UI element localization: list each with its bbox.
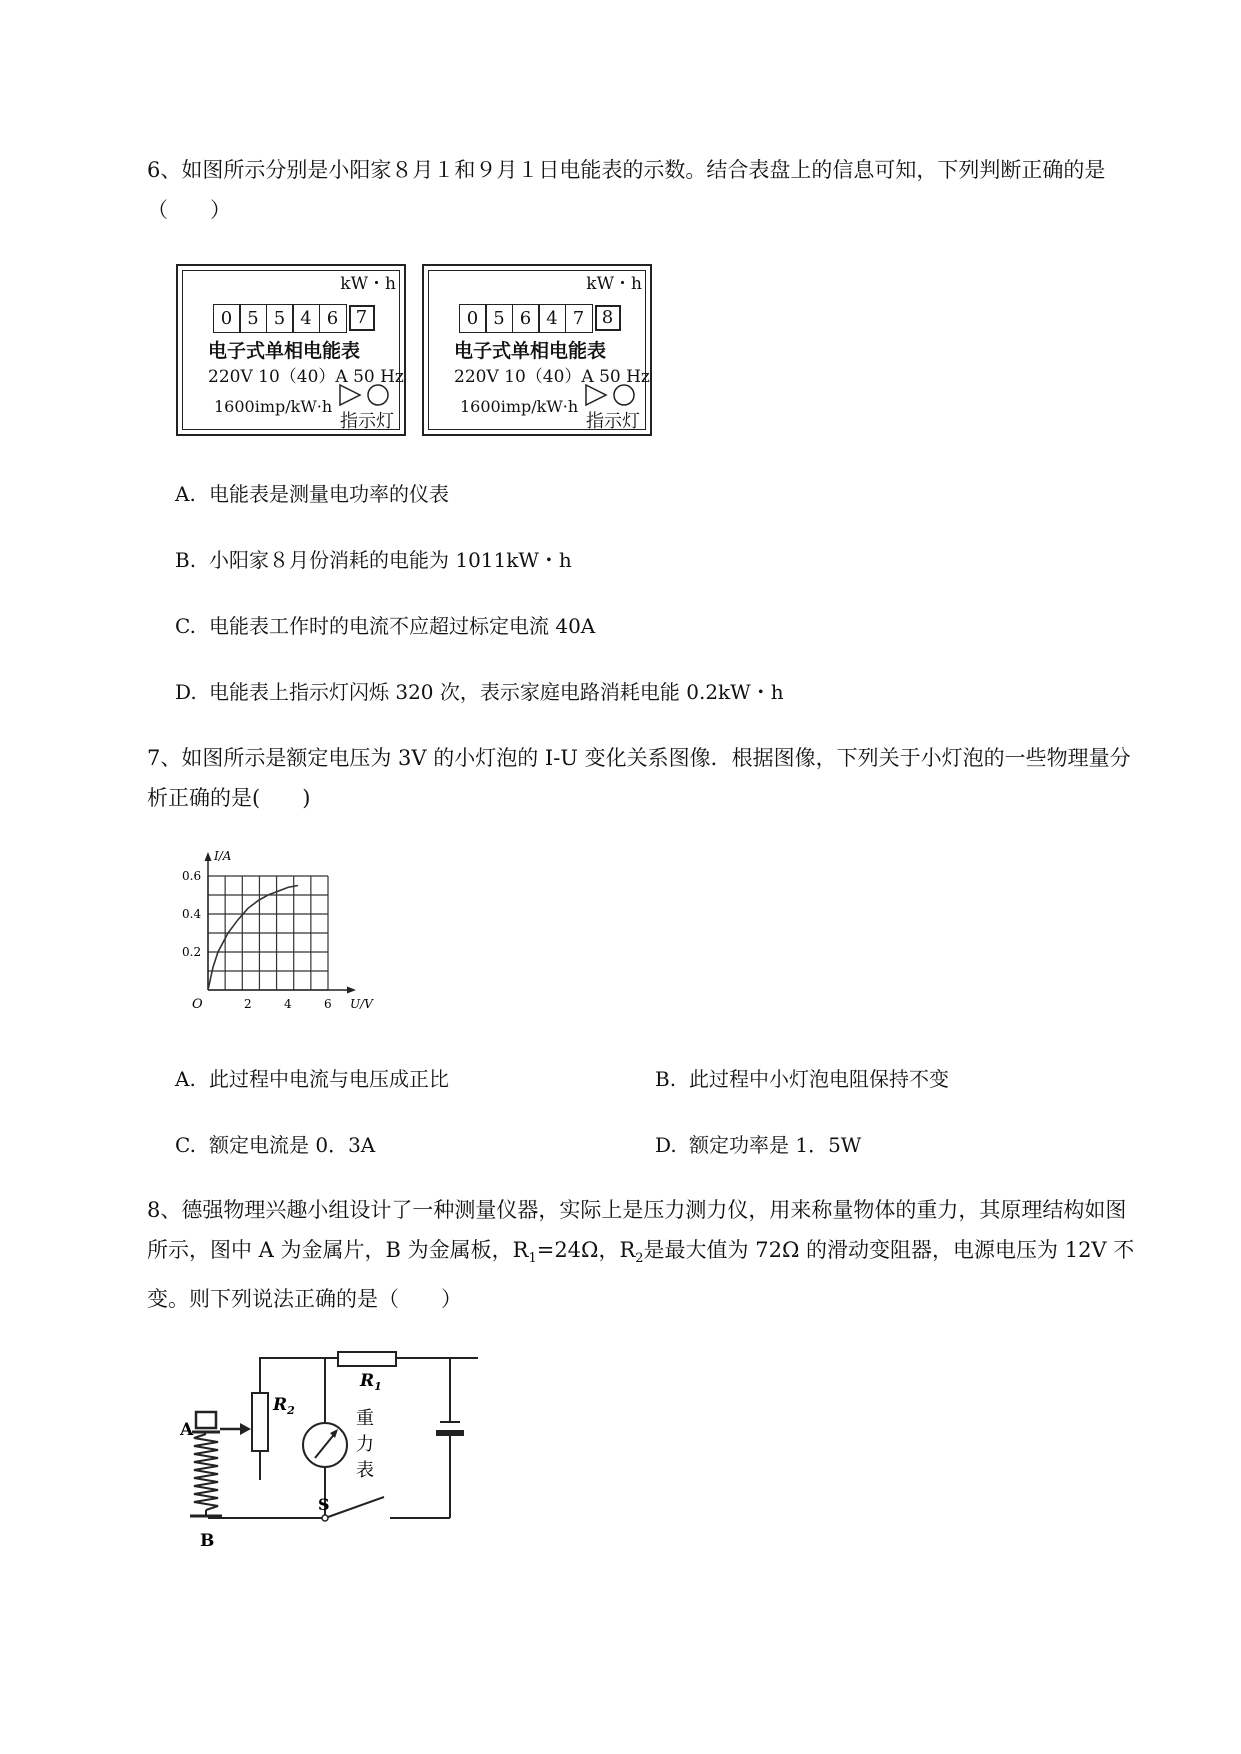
- q6-option-a[interactable]: [175, 480, 449, 508]
- option-text: 电能表是测量电功率的仪表: [209, 482, 449, 506]
- y-axis-label: I/A: [214, 849, 232, 863]
- option-text: 额定功率是 1．5W: [689, 1133, 862, 1157]
- x-tick-label: 2: [244, 997, 252, 1011]
- label-r1-sub: 1: [374, 1380, 382, 1393]
- meter-imp: 1600imp/kW·h: [460, 397, 579, 416]
- meter-digit: 5: [239, 304, 267, 333]
- meter-digit: 6: [319, 304, 347, 333]
- circuit-diagram: [178, 1330, 478, 1555]
- iu-chart: [180, 845, 400, 1025]
- q6-option-c[interactable]: [175, 612, 595, 640]
- spring-icon: [194, 1434, 218, 1510]
- energy-meter-sep-1: [422, 264, 652, 436]
- slider-arrow-head: [240, 1423, 251, 1435]
- q7-option-b[interactable]: [655, 1065, 949, 1093]
- option-text: 此过程中小灯泡电阻保持不变: [689, 1067, 949, 1091]
- label-r2-sub: 2: [287, 1404, 295, 1417]
- stem-text: 是最大值为 72Ω 的滑动变阻器，电源电压为 12V 不变。则下列说法正确的是（ ）: [147, 1238, 1135, 1312]
- meter-label-char: 表: [356, 1460, 374, 1481]
- q6-option-d[interactable]: [175, 678, 784, 706]
- label-r1-letter: R: [360, 1371, 375, 1391]
- option-text: 小阳家８月份消耗的电能为 1011kW・h: [209, 548, 572, 572]
- meter-digit: 4: [292, 304, 320, 333]
- label-r2: [272, 1395, 295, 1417]
- q7-option-a[interactable]: [175, 1065, 449, 1093]
- meter-name: 电子式单相电能表: [208, 340, 361, 362]
- meter-digits: [460, 304, 621, 333]
- switch-contact: [322, 1515, 328, 1521]
- option-key: D.: [175, 680, 197, 704]
- y-tick-label: 0.2: [182, 945, 202, 959]
- option-key: A.: [175, 1067, 196, 1091]
- meter-digits: [214, 304, 375, 333]
- stem-text: =24Ω，R: [536, 1238, 636, 1262]
- meter-spec: 220V 10（40）A 50 Hz: [454, 367, 650, 387]
- option-key: D.: [655, 1133, 677, 1157]
- option-text: 此过程中电流与电压成正比: [209, 1067, 449, 1091]
- r2-subscript: 2: [635, 1251, 644, 1267]
- y-tick-label: 0.6: [182, 869, 202, 883]
- indicator-lamp-icon: [338, 382, 394, 408]
- iu-curve: [208, 886, 298, 991]
- label-b: B: [200, 1531, 215, 1551]
- option-text: 电能表上指示灯闪烁 320 次，表示家庭电路消耗电能 0.2kW・h: [209, 680, 784, 704]
- label-r1: [359, 1371, 382, 1393]
- option-text: 额定电流是 0．3A: [209, 1133, 376, 1157]
- metal-plate-a: [196, 1412, 216, 1428]
- q7-option-d[interactable]: [655, 1131, 861, 1159]
- meter-name: 电子式单相电能表: [454, 340, 607, 362]
- y-tick-label: 0.4: [182, 907, 202, 921]
- x-tick-label: 4: [284, 997, 292, 1011]
- meter-digit: 0: [459, 304, 487, 333]
- x-axis-label: U/V: [350, 997, 373, 1011]
- r2-resistor: [252, 1393, 268, 1451]
- option-key: C.: [175, 1133, 196, 1157]
- meter-digit: 7: [565, 304, 593, 333]
- label-a: A: [180, 1420, 194, 1440]
- meter-digit: 5: [266, 304, 294, 333]
- r1-resistor: [338, 1352, 396, 1366]
- switch-blade-icon: [328, 1497, 384, 1517]
- r1-subscript: 1: [528, 1251, 537, 1267]
- x-tick-label: 6: [324, 997, 332, 1011]
- option-text: 电能表工作时的电流不应超过标定电流 40A: [209, 614, 596, 638]
- question-6-stem: 6、如图所示分别是小阳家８月１和９月１日电能表的示数。结合表盘上的信息可知，下列判断正确的是（ ）: [147, 158, 1106, 222]
- meter-imp: 1600imp/kW·h: [214, 397, 333, 416]
- meter-spec: 220V 10（40）A 50 Hz: [208, 367, 404, 387]
- energy-meter-aug-1: [176, 264, 406, 436]
- meter-unit: kW・h: [586, 274, 642, 294]
- meter-digit: 0: [213, 304, 241, 333]
- option-key: B.: [655, 1067, 677, 1091]
- meter-decimal-digit: 8: [595, 305, 621, 331]
- option-key: A.: [175, 482, 196, 506]
- option-key: B.: [175, 548, 197, 572]
- meter-decimal-digit: 7: [349, 305, 375, 331]
- y-axis-arrow: [205, 852, 212, 861]
- label-r2-letter: R: [273, 1395, 288, 1415]
- meter-digit: 5: [485, 304, 513, 333]
- lamp-label: 指示灯: [340, 411, 394, 432]
- q6-option-b[interactable]: [175, 546, 572, 574]
- meter-label-char: 重: [356, 1408, 374, 1429]
- x-axis-arrow: [347, 987, 356, 994]
- option-key: C.: [175, 614, 196, 638]
- meter-digit: 4: [538, 304, 566, 333]
- meter-digit: 6: [512, 304, 540, 333]
- q7-option-c[interactable]: [175, 1131, 375, 1159]
- question-7-stem: 7、如图所示是额定电压为 3V 的小灯泡的 I-U 变化关系图像．根据图像，下列关于小灯泡的一些物理量分析正确的是( ): [147, 746, 1131, 810]
- label-s: S: [318, 1495, 330, 1514]
- lamp-label: 指示灯: [586, 411, 640, 432]
- meter-label-char: 力: [356, 1434, 374, 1455]
- question-8-stem: [147, 1190, 1147, 1319]
- stem-text: 8、德强物理兴趣小组设计了一种测量仪器，实际上是压力测力仪，用来称量物体的重力，其原理结构如图所示，图中 A 为金属片，B 为金属板，R: [147, 1198, 1127, 1262]
- indicator-lamp-icon: [584, 382, 640, 408]
- meter-unit: kW・h: [340, 274, 396, 294]
- origin-label: O: [192, 997, 203, 1012]
